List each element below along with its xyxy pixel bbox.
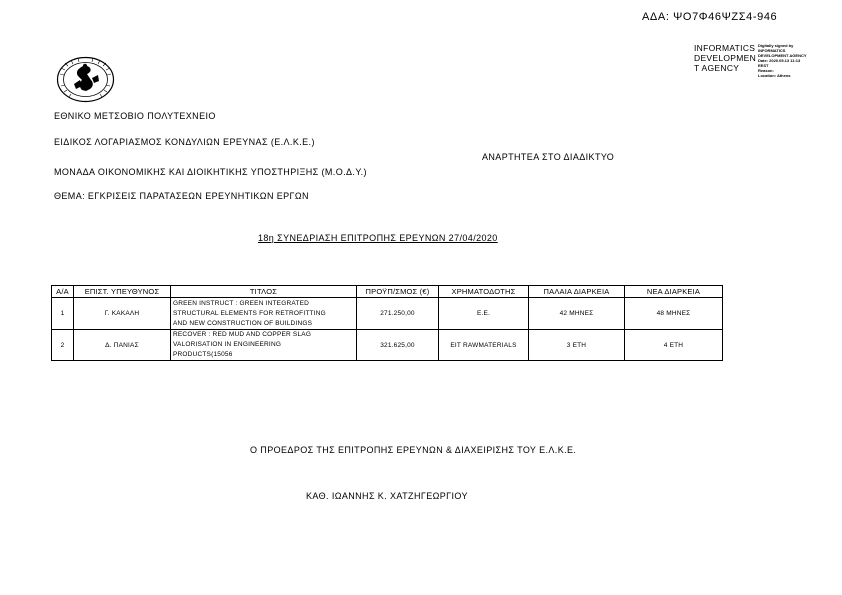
cell-funder: EIT RAWMATERIALS (439, 330, 529, 361)
signature-name-line: INFORMATICS (694, 43, 756, 53)
signature-name-line: T AGENCY (694, 63, 740, 73)
title-line: AND NEW CONSTRUCTION OF BUILDINGS (173, 319, 313, 327)
title-line: RECOVER : RED MUD AND COPPER SLAG (173, 331, 312, 338)
column-header-funder: ΧΡΗΜΑΤΟΔΟΤΗΣ (439, 286, 529, 298)
cell-new-duration: 4 ΕΤΗ (625, 330, 723, 361)
column-header-aa: Α/Α (52, 286, 74, 298)
post-notice: ΑΝΑΡΤΗΤΕΑ ΣΤΟ ΔΙΑΔΙΚΤΥΟ (482, 152, 615, 162)
column-header-old-duration: ΠΑΛΑΙΑ ΔΙΑΡΚΕΙΑ (529, 286, 625, 298)
account-name: ΕΙΔΙΚΟΣ ΛΟΓΑΡΙΑΣΜΟΣ ΚΟΝΔΥΛΙΩΝ ΕΡΕΥΝΑΣ (Ε.Λ.Κ.Ε.) (54, 137, 315, 147)
signature-detail-line: DEVELOPMENT AGENCY (758, 53, 807, 58)
table-row (52, 298, 723, 330)
ntua-seal-icon (56, 56, 115, 103)
cell-responsible: Δ. ΠΑΝΙΑΣ (74, 330, 171, 361)
signature-name-line: DEVELOPMEN (694, 53, 757, 63)
signature-detail-line: Location: Athens (758, 73, 791, 78)
title-line: VALORISATION IN ENGINEERING (173, 341, 282, 348)
title-line: PRODUCTS(15056 (173, 351, 233, 358)
institution-name: ΕΘΝΙΚΟ ΜΕΤΣΟΒΙΟ ΠΟΛΥΤΕΧΝΕΙΟ (54, 111, 216, 121)
cell-new-duration: 48 ΜΗΝΕΣ (625, 298, 723, 330)
signature-detail-line: Reason: (758, 68, 774, 73)
cell-aa: 2 (52, 330, 74, 361)
cell-budget: 321.625,00 (357, 330, 439, 361)
cell-old-duration: 42 ΜΗΝΕΣ (529, 298, 625, 330)
signature-detail-line: EEST (758, 63, 769, 68)
title-line: STRUCTURAL ELEMENTS FOR RETROFITTING (173, 309, 326, 317)
cell-title (171, 298, 357, 330)
table-row (52, 330, 723, 361)
chair-name: ΚΑΘ. ΙΩΑΝΝΗΣ Κ. ΧΑΤΖΗΓΕΩΡΓΙΟΥ (306, 491, 468, 501)
column-header-responsible: ΕΠΙΣΤ. ΥΠΕΥΘΥΝΟΣ (74, 286, 171, 298)
title-line: GREEN INSTRUCT : GREEN INTEGRATED (173, 299, 310, 307)
signature-detail-line: Digitally signed by (758, 43, 794, 48)
cell-funder: Ε.Ε. (439, 298, 529, 330)
table-header-row (52, 286, 723, 298)
column-header-title: ΤΙΤΛΟΣ (171, 286, 357, 298)
column-header-new-duration: ΝΕΑ ΔΙΑΡΚΕΙΑ (625, 286, 723, 298)
cell-responsible: Γ. ΚΑΚΑΛΗ (74, 298, 171, 330)
cell-title (171, 330, 357, 361)
cell-aa: 1 (52, 298, 74, 330)
extensions-table (51, 285, 723, 361)
ada-code: ΑΔΑ: ΨΟ7Φ46ΨΖΣ4-946 (642, 11, 778, 23)
session-title: 18η ΣΥΝΕΔΡΙΑΣΗ ΕΠΙΤΡΟΠΗΣ ΕΡΕΥΝΩΝ 27/04/2020 (258, 233, 498, 243)
column-header-budget: ΠΡΟΫΠ/ΣΜΟΣ (€) (357, 286, 439, 298)
unit-name: ΜΟΝΑΔΑ ΟΙΚΟΝΟΜΙΚΗΣ ΚΑΙ ΔΙΟΙΚΗΤΙΚΗΣ ΥΠΟΣΤΗΡΙΞΗΣ (Μ.Ο.Δ.Υ.) (54, 167, 367, 177)
signature-detail-line: INFORMATICS (758, 48, 786, 53)
cell-old-duration: 3 ΕΤΗ (529, 330, 625, 361)
chair-title: Ο ΠΡΟΕΔΡΟΣ ΤΗΣ ΕΠΙΤΡΟΠΗΣ ΕΡΕΥΝΩΝ & ΔΙΑΧΕΙΡΙΣΗΣ ΤΟΥ Ε.Λ.Κ.Ε. (250, 445, 577, 455)
digital-signature-name (694, 43, 756, 73)
cell-budget: 271.250,00 (357, 298, 439, 330)
digital-signature-details (758, 43, 807, 78)
subject-line: ΘΕΜΑ: ΕΓΚΡΙΣΕΙΣ ΠΑΡΑΤΑΣΕΩΝ ΕΡΕΥΝΗΤΙΚΩΝ ΕΡΓΩΝ (54, 191, 309, 201)
signature-detail-line: Date: 2020.05.13 11:13 (758, 58, 801, 63)
